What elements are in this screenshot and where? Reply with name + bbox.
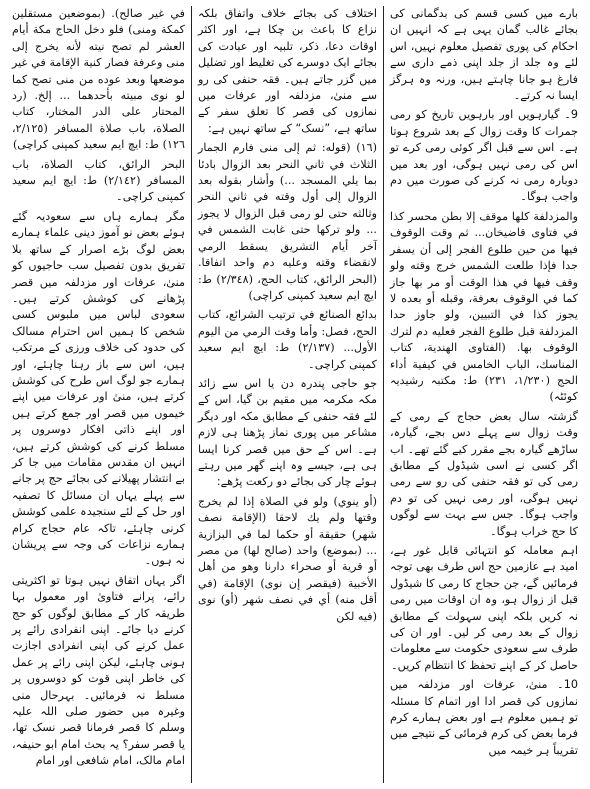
- paragraph: اگر یہاں اتفاق نہیں ہوتا تو اکثریتی رائے، پرانے فتاویٰ اور معمول بہا طریقہ کار کے مطابق لوگوں کو حج کرنے دیا جائے۔ اپنی انفرادی رائے پر عمل کرنے کی اپنی انفرادی اجازت ہونی چاہئے، لیکن اپنی رائے پر عمل کی خاطر اپنی قوت کو دوسروں پر مسلط نہ فرمائیں۔ بہرحال منی وغیرہ میں حضور صلی اللہ علیہ وسلم کا قصر فرمانا قصر نسک تھا، یا قصر سفر؟ یہ بحث امام ابو حنیفہ، امام مالک، امام شافعی اور امام: [12, 573, 185, 768]
- document-page: [6, 6, 584, 783]
- paragraph: مگر ہمارے ہاں سے سعودیہ گئے ہوئے بعض نو آموز دینی علماء ہمارے بعض لوگ بڑے اصرار کے ساتھ بلا تفریق بدون تفصیل سب حاجیوں کو منیٰ، عرفات اور مزدلفہ میں قصر پڑھانے کی کوشش کرتے ہیں۔ سعودی لباس میں ملبوس کسی شخص کا ہمیں اس احترام مسالک کی حدود کی خلاف ورزی کے مرتکب ہیں، اس سے باز رہنا چاہئے، اور ہمارے جو لوگ اس طرح کی کوشش کرتے ہیں، منیٰ اور عرفات میں اپنے خیموں میں قصر اور جمع کرتے ہیں اور اپنے ذاتی افکار دوسروں پر مسلط کرنے کی کوشش کرتے ہیں، انہیں ان مقدس مقامات میں جا کر بے انتشار پھیلانے کی بجائے حج پر جانے سے پہلے یہاں ان مسائل کا تصفیہ اور حل کے لئے سنجیدہ علمی کوشش کرنی چاہئے، تاکہ عام حجاج کرام ہمارے نزاعات کی وجہ سے پریشان نہ ہوں۔: [12, 209, 185, 568]
- paragraph: 10۔ منیٰ، عرفات اور مزدلفہ میں نمازوں کی قصر ادا اور اتمام کا مسئلہ تو ہمیں معلوم ہے اور بعض ہمارے کرم فرما بعض کی کرم فرمائی کے نتیجے میں تقریباً ہر خیمہ میں: [390, 678, 578, 757]
- arabic-quotation: (أو ينوي) ولو في الصلاة إذا لم يخرج وقتها ولم يك لاحقا (الإقامة نصف شهر) حقيقة أو حكما لما في البزازية ... (بموضع) واحد (صالح لها) من مصر أو قرية أو صحراء دارنا وهو من أهل الأخبية (فيقصر إن نوى) الإقامة (في أقل منه) أي في نصف شهر (أو) نوى (فيه لكن: [198, 494, 377, 623]
- paragraph: 9۔ گیارہویں اور بارہویں تاریخ کو رمی جمرات کا وقت زوال کے بعد شروع ہوتا ہے۔ اس سے قبل اگر کوئی رمی کرے تو اس کی رمی نہیں ہوگی، اور بعد میں دوبارہ رمی نہ کرنے کی صورت میں دم واجب ہوگا۔: [390, 108, 578, 204]
- column-middle: [192, 6, 384, 783]
- paragraph: جو حاجی پندرہ دن یا اس سے زائد مکہ مکرمہ میں مقیم بن گیا، اس کے لئے فقہ حنفی کے مطابق مکہ اور دیگر مشاعر میں پوری نماز پڑھنا ہی لازم ہے۔ اس کے حق میں قصر کرنا ایسا ہی ہے، جیسے وہ اپنے گھر میں رہتے ہوئے چار کی بجائے دو رکعت پڑھے:: [198, 376, 377, 489]
- paragraph: گزشتہ سال بعض حجاج کے رمی کے وقت زوال سے پہلے دس بجے، گیارہ، ساڑھے گیارہ بجے مقرر کیے گئے تھے۔ اب اگر کسی نے اسی شیڈول کے مطابق رمی کی تو فقہ حنفی کی رو سے رمی نہیں ہوگی، اور رمی نہیں کی تو دم واجب ہوگا۔ جس سے بہت سے لوگوں کا حج خراب ہوگا۔: [390, 409, 578, 538]
- column-left: [6, 6, 192, 783]
- arabic-quotation: (١٦) (قوله: ثم إلى منى فارم الجمار الثلاث في ثاني النحر بعد الزوال بادئا بما يلي المسجد ...) وأشار بقوله بعد الزوال إلى أول وقته في ثاني النحر وثالثه حتى لو رمى قبل الزوال لا يجوز ... ولو تركها حتى غابت الشمس في آخر أيام التشريق يسقط الرمي لانقضاء وقته وعليه دم واحد اتفاقا. (البحر الرائق، كتاب الحج، (٢/٣٤٨) ط: ایچ ایم سعید کمپنی کراچی): [198, 141, 377, 302]
- arabic-quotation: بدائع الصنائع في ترتيب الشرائع، كتاب الحج، فصل: وأما وقت الرمي من اليوم الأول... (٢/١٣٧) ط: ایچ ایم سعید کمپنی کراچی۔: [198, 308, 378, 371]
- arabic-quotation: البحر الرائق، كتاب الصلاة، باب المسافر (٢/١٤٢) ط: ایچ ایم سعید کمپنی کراچی۔: [12, 157, 185, 204]
- paragraph: اہم معاملہ کو انتہائی قابل غور ہے، امید ہے عازمین حج اس طرف بھی توجہ فرمائیں گے، جن حجاج کا رمی کا شیڈول قبل از زوال ہو، وہ ان اوقات میں رمی نہ کریں بلکہ اپنی سہولت کے مطابق زوال کے بعد رمی کر لیں۔ اور ان کی طرف سے سعودی حکومت سے معلومات حاصل کر کے اپنے تحفظ کا انتظام کریں۔: [390, 544, 578, 672]
- column-right: [384, 6, 584, 783]
- paragraph: اختلاف کی بجائے خلاف واتفاق بلکہ نزاع کا باعث بن چکا ہے، اور اکثر اوقات دعا، ذکر، تلبیہ اور عبادت کی بجائے ایک دوسرے کی تغلیط اور تضلیل میں گزر جاتے ہیں۔ فقہ حنفی کی رو سے منیٰ، مزدلفہ اور عرفات میں نمازوں کی قصر کا تعلق سفر کے ساتھ ہے، ”نسک“ کے ساتھ نہیں ہے:: [198, 7, 377, 135]
- arabic-quotation: والمزدلفة كلها موقف إلا بطن محسر كذا في فتاوى قاضيخان... ثم وقت الوقوف فيها من حين طلوع الفجر إلى أن يسفر جدا فإذا طلعت الشمس خرج وقته ولو وقف فيها في هذا الوقت أو مر بها جاز كما في الوقوف بعرفة، وقبله أو بعده لا يجوز كذا في التبيين، ولو جاوز حدا المزدلفة قبل طلوع الفجر فعليه دم لترك الوقوف بها. (الفتاوى الهندية، كتاب المناسك، الباب الخامس في كيفية أداء الحج (١/٢٣٠، ٢٣١) ط: مكتبہ رشیدیہ کوئٹہ): [390, 209, 578, 404]
- paragraph: بارے میں کسی قسم کی بدگمانی کی بجائے غالب گمان یہی ہے کہ انہیں ان احکام کی پوری تفصیل معلوم نہیں، اس لئے وہ جلد از جلد اپنی ذمے داری سے فارغ ہو جانا چاہتے ہیں، ورنہ وہ ہرگز ایسا نہ کرتے۔: [390, 7, 578, 103]
- arabic-quotation: في غير صالح). (بموضعين مستقلين كمكة ومنى) فلو دخل الحاج مكة أيام العشر لم تصح نيته لأنه يخرج إلى منى وعرفة فصار كنية الإقامة في غير موضعها وبعد عوده من منى تصح كما لو نوى مبيته بأحدهما ... إلخ. (رد المحتار على الدر المختار، كتاب الصلاة، باب صلاة المسافر (٢/١٢٥، ١٢٦) ط: ایچ ایم سعید کمپنی کراچی): [12, 7, 185, 152]
